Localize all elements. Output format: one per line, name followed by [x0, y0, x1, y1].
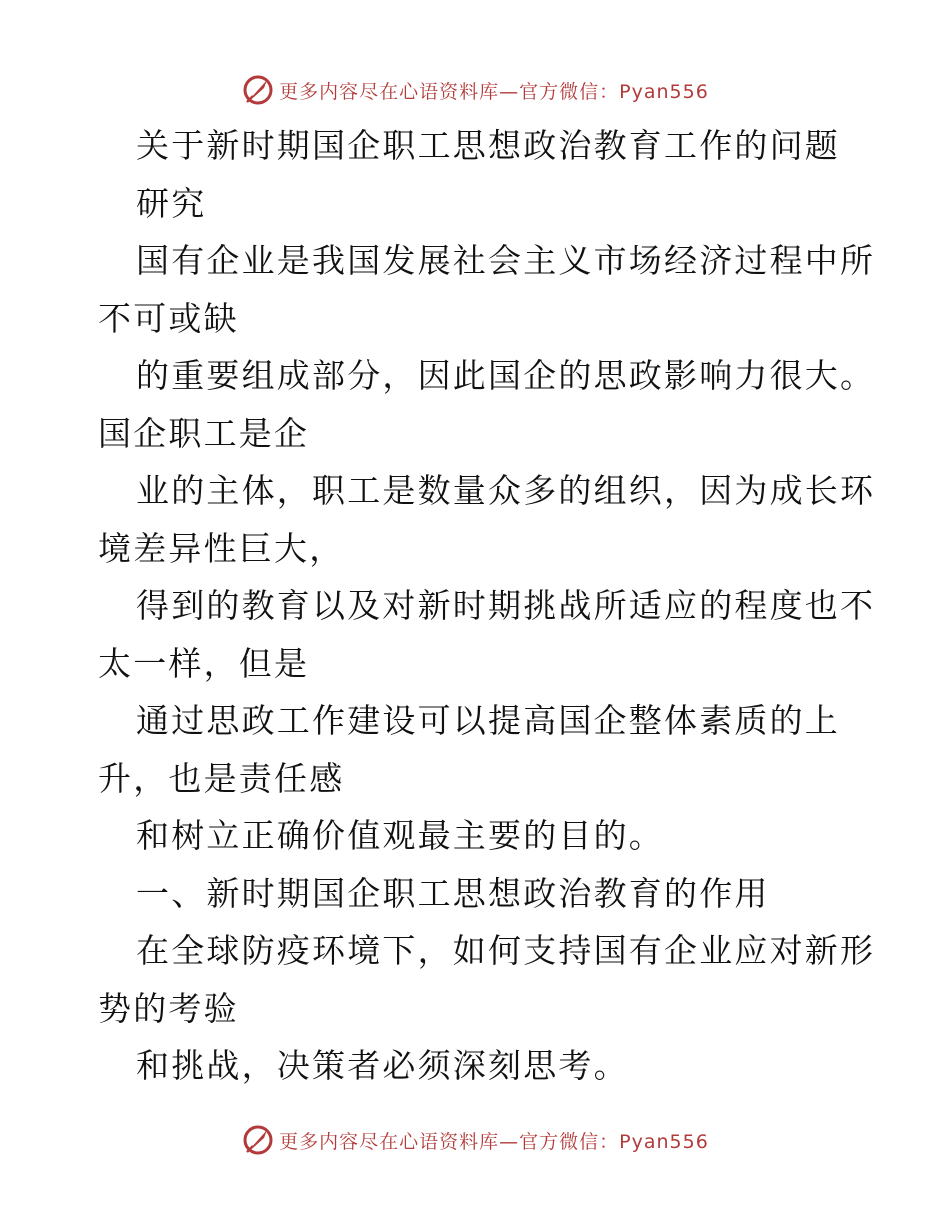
watermark-text: [279, 77, 709, 104]
text-line: 境差异性巨大，: [98, 528, 345, 568]
text-line: 势的考验: [98, 988, 239, 1028]
text-line: 国有企业是我国发展社会主义市场经济过程中所: [136, 241, 876, 280]
watermark-text: [279, 1127, 709, 1154]
watermark-wechat-text: 官方微信：Pyan556: [519, 1130, 709, 1153]
text-line: 和挑战，决策者必须深刻思考。: [136, 1046, 629, 1085]
text-line: 不可或缺: [98, 298, 239, 338]
watermark-main-text: 更多内容尽在心语资料库—: [279, 1130, 520, 1153]
text-line: 太一样，但是: [98, 643, 310, 683]
text-line: 的重要组成部分，因此国企的思政影响力很大。: [136, 356, 876, 395]
quill-logo-icon: [241, 1123, 275, 1157]
text-line: 得到的教育以及对新时期挑战所适应的程度也不: [136, 586, 876, 625]
text-line: 升，也是责任感: [98, 758, 345, 798]
text-line: 国企职工是企: [98, 413, 310, 453]
watermark-wechat-text: 官方微信：Pyan556: [519, 80, 709, 103]
text-line: 关于新时期国企职工思想政治教育工作的问题: [136, 126, 840, 165]
text-line: 通过思政工作建设可以提高国企整体素质的上: [136, 701, 840, 740]
document-body: [98, 117, 878, 1095]
text-line: 在全球防疫环境下，如何支持国有企业应对新形: [136, 931, 876, 970]
watermark-main-text: 更多内容尽在心语资料库—: [279, 80, 520, 103]
footer-watermark-banner: [0, 1120, 950, 1160]
text-line: 一、新时期国企职工思想政治教育的作用: [136, 873, 770, 913]
text-line: 和树立正确价值观最主要的目的。: [136, 816, 664, 855]
text-line: 研究: [136, 183, 207, 223]
quill-logo-icon: [241, 73, 275, 107]
header-watermark-banner: [0, 70, 950, 110]
text-line: 业的主体，职工是数量众多的组织，因为成长环: [136, 471, 876, 510]
